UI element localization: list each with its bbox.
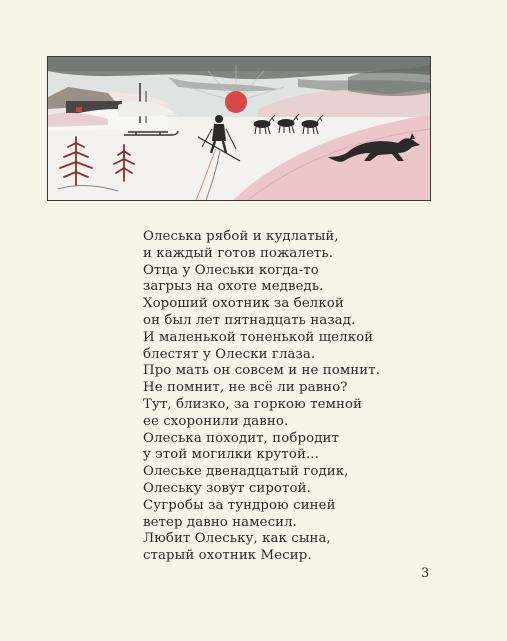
poem-text — [143, 229, 443, 565]
poem-line: Олеське двенадцатый годик, — [143, 464, 349, 480]
poem-line: и каждый готов пожалеть. — [143, 245, 334, 261]
poem-line: Не помнит, не всё ли равно? — [143, 380, 348, 396]
poem-line: блестят у Олески глаза. — [143, 346, 316, 362]
poem-line: Хороший охотник за белкой — [143, 296, 344, 312]
poem-line: старый охотник Месир. — [143, 548, 312, 564]
poem-line: ветер давно намесил. — [143, 514, 297, 530]
poem-line: он был лет пятнадцать назад. — [143, 312, 356, 328]
poem-line: ее схоронили давно. — [143, 413, 289, 429]
poem-line: Олеська походит, побродит — [143, 430, 339, 446]
poem-line: Тут, близко, за горкою темной — [143, 396, 363, 412]
poem-line: Олеська рябой и кудлатый, — [143, 229, 339, 244]
poem-line: Отца у Олеськи когда-то — [143, 262, 319, 278]
tundra-scene-image — [48, 57, 430, 200]
poem-line: у этой могилки крутой... — [143, 447, 319, 463]
poem-line: загрыз на охоте медведь. — [143, 279, 324, 295]
poem-line: И маленькой тоненькой щелкой — [143, 329, 374, 345]
poem-line: Любит Олеську, как сына, — [143, 531, 331, 547]
poem-line: Олеську зовут сиротой. — [143, 480, 311, 496]
page-number: 3 — [421, 566, 430, 581]
winter-illustration — [47, 56, 431, 201]
poem-line: Про мать он совсем и не помнит. — [143, 363, 381, 379]
setting-sun — [225, 91, 247, 113]
poem-line: Сугробы за тундрою синей — [143, 497, 336, 513]
